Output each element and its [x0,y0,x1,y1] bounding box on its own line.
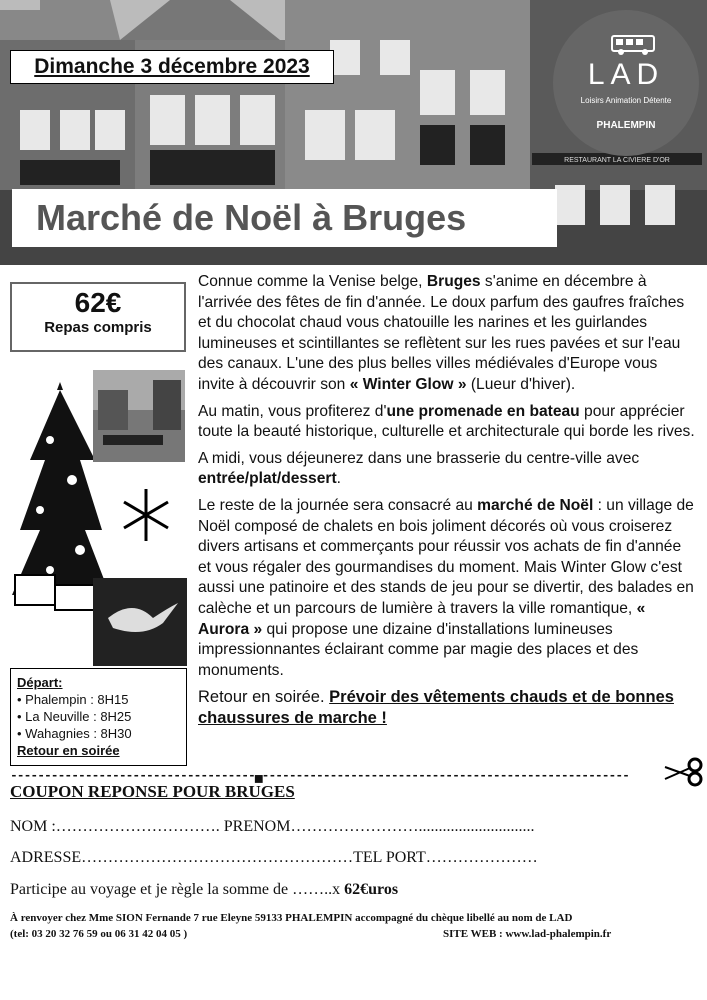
intro-paragraph: Connue comme la Venise belge, Bruges s'anime en décembre à l'arrivée des fêtes de fin d'année. Le doux parfum des gaufres fraîches et du chocolat chaud vous chatouille les narines et les guirlandes lumineuses et scintillantes se reflètent sur les rues pavées et sur l'eau des canaux. L'une des plus belles villes médiévales d'Europe vous invite à découvrir son « Winter Glow » (Lueur d'hiver). [198,273,685,393]
logo-town: PHALEMPIN [596,120,656,131]
name-field-line: NOM :…………………………. PRENOM……………………............................. [10,818,535,835]
departure-stop: • Phalempin : 8H15 [17,692,129,707]
description [198,272,698,735]
departure-return: Retour en soirée [17,743,120,758]
restaurant-sign: RESTAURANT LA CIVIERE D'OR [564,157,670,164]
departure-heading: Départ: [17,675,63,690]
payment-line: Participe au voyage et je règle la somme de ……..x 62€uros [10,881,399,898]
aurora-light-swan-photo [93,578,187,666]
departure-stop: • Wahagnies : 8H30 [17,726,132,741]
lad-logo [553,10,699,156]
price-box [10,282,186,352]
scissors-icon [663,757,703,787]
price-label: Repas compris [44,319,152,336]
bus-icon [611,34,655,56]
send-instructions: À renvoyer chez Mme SION Fernande 7 rue Eleyne 59133 PHALEMPIN accompagné du chèque libellé au nom de LAD [10,912,573,924]
morning-paragraph: Au matin, vous profiterez d'une promenade en bateau pour apprécier toute la beauté historique, culturelle et architecturale qui borde les rives. [198,402,695,441]
website: SITE WEB : www.lad-phalempin.fr [443,928,612,940]
coupon-title: COUPON REPONSE POUR BRUGES [10,782,295,801]
afternoon-paragraph: Le reste de la journée sera consacré au marché de Noël : un village de Noël composé de chalets en bois joliment décorés où vous croiserez divers artisans et commerçants pour réussir vos achats de fin d'année et vous régaler des gourmandises du moment. Mais Winter Glow c'est aussi une patinoire et des stands de jeu pour se divertir, des balades en calèche et un parcours de lumière à travers la ville romantique, « Aurora » qui propose une dizaine d'installations lumineuses impressionnantes éclairant comme par magie des places et des monuments. [198,496,694,679]
departure-box [10,668,187,766]
snowflake-icon [117,486,175,544]
price-amount: 62€ [74,287,122,318]
cut-line: ------------------------------------▄------------------------------------------------------ [10,768,629,783]
contact-phone: (tel: 03 20 32 76 59 ou 06 31 42 04 05 ) [10,928,188,940]
address-field-line: ADRESSE……………………………………………TEL PORT………………… [10,849,538,866]
logo-subtitle: Loisirs Animation Détente [580,96,672,105]
canal-boat-photo [93,370,185,462]
page-title: Marché de Noël à Bruges [12,189,557,247]
event-date: Dimanche 3 décembre 2023 [10,50,334,84]
return-paragraph: Retour en soirée. Prévoir des vêtements chauds et de bonnes chaussures de marche ! [198,688,674,728]
logo-name: LAD [587,58,665,91]
lunch-paragraph: A midi, vous déjeunerez dans une brasserie du centre-ville avec entrée/plat/dessert. [198,449,640,488]
departure-stop: • La Neuville : 8H25 [17,709,132,724]
